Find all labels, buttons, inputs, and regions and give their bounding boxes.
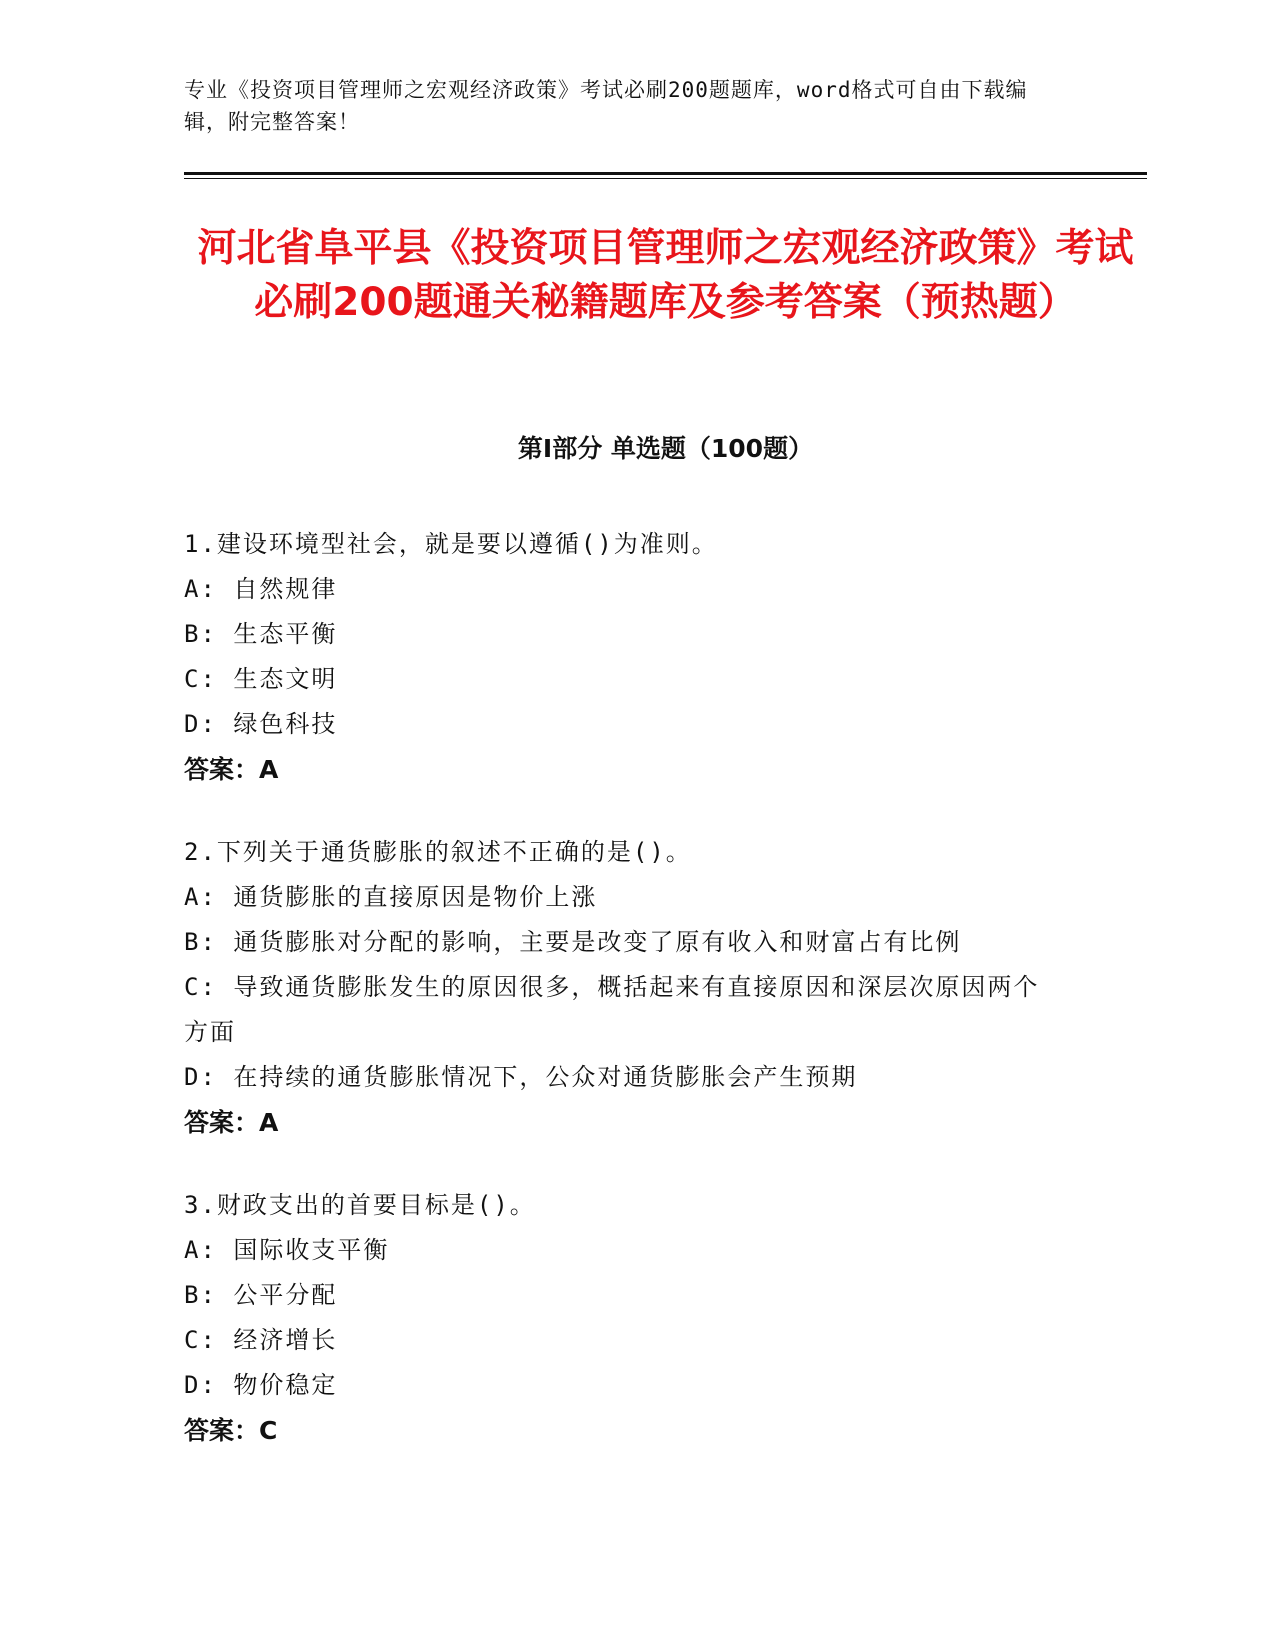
option-prefix: D: <box>184 710 217 738</box>
option-d <box>184 702 1064 747</box>
question-2 <box>184 830 1064 1145</box>
option-prefix: A: <box>184 1236 217 1264</box>
question-stem: 1.建设环境型社会，就是要以遵循()为准则。 <box>184 530 718 558</box>
question-stem: 3.财政支出的首要目标是()。 <box>184 1191 536 1219</box>
option-text: 在持续的通货膨胀情况下，公众对通货膨胀会产生预期 <box>233 1063 858 1091</box>
option-c <box>184 965 1064 1055</box>
option-text: 经济增长 <box>233 1326 338 1354</box>
option-text: 通货膨胀对分配的影响，主要是改变了原有收入和财富占有比例 <box>233 928 962 956</box>
option-prefix: C: <box>184 665 217 693</box>
option-c <box>184 657 1064 702</box>
option-text: 通货膨胀的直接原因是物价上涨 <box>233 883 598 911</box>
answer-line: 答案：A <box>184 1108 279 1137</box>
option-prefix: A: <box>184 883 217 911</box>
question-1 <box>184 522 1064 792</box>
option-prefix: B: <box>184 620 217 648</box>
option-c <box>184 1318 1064 1363</box>
answer-line: 答案：C <box>184 1416 278 1445</box>
option-b <box>184 1273 1064 1318</box>
option-text: 国际收支平衡 <box>233 1236 390 1264</box>
section-heading: 第Ⅰ部分 单选题（100题） <box>517 434 814 463</box>
option-text: 物价稳定 <box>233 1371 338 1399</box>
header-note: 专业《投资项目管理师之宏观经济政策》考试必刷200题题库，word格式可自由下载编辑，附完整答案！ <box>184 78 1028 134</box>
option-text: 公平分配 <box>233 1281 338 1309</box>
question-stem: 2.下列关于通货膨胀的叙述不正确的是()。 <box>184 838 692 866</box>
option-text: 绿色科技 <box>233 710 338 738</box>
option-prefix: D: <box>184 1371 217 1399</box>
option-prefix: B: <box>184 1281 217 1309</box>
option-a <box>184 875 1064 920</box>
option-prefix: B: <box>184 928 217 956</box>
option-text: 自然规律 <box>233 575 338 603</box>
option-a <box>184 1228 1064 1273</box>
option-prefix: D: <box>184 1063 217 1091</box>
question-list <box>184 522 1064 1491</box>
option-d <box>184 1363 1064 1408</box>
option-b <box>184 612 1064 657</box>
option-text: 导致通货膨胀发生的原因很多，概括起来有直接原因和深层次原因两个方面 <box>184 973 1040 1046</box>
option-prefix: C: <box>184 973 217 1001</box>
option-text: 生态平衡 <box>233 620 338 648</box>
header-rule-thin <box>184 178 1147 179</box>
answer-line: 答案：A <box>184 755 279 784</box>
header-rule-thick <box>184 172 1147 175</box>
option-d <box>184 1055 1064 1100</box>
document-title: 河北省阜平县《投资项目管理师之宏观经济政策》考试必刷200题通关秘籍题库及参考答案（预热题） <box>197 226 1134 325</box>
option-b <box>184 920 1064 965</box>
option-prefix: C: <box>184 1326 217 1354</box>
question-3 <box>184 1183 1064 1453</box>
option-prefix: A: <box>184 575 217 603</box>
option-text: 生态文明 <box>233 665 338 693</box>
option-a <box>184 567 1064 612</box>
